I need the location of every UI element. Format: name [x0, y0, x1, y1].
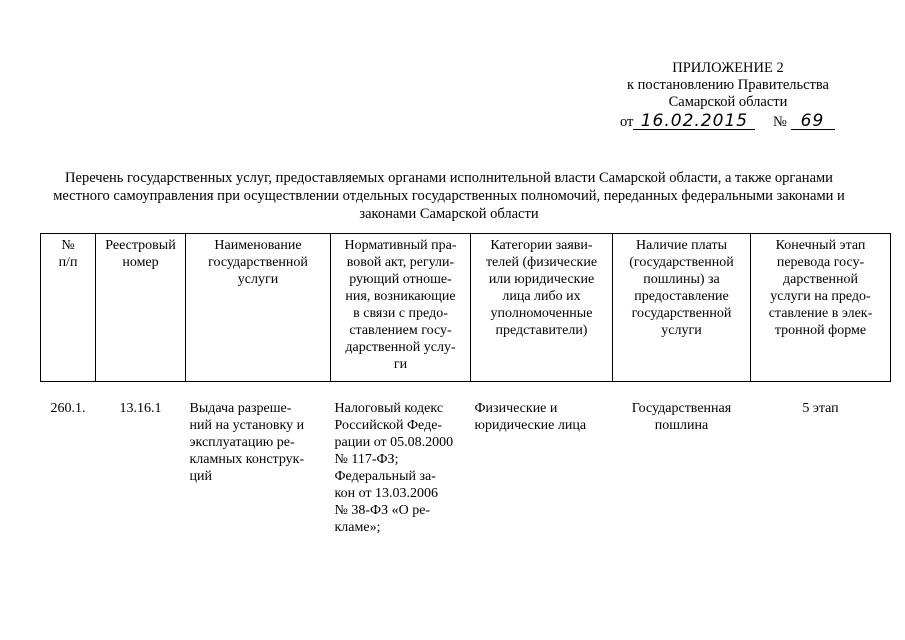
header-fee: Наличие платы (государственной пошлины) за предоставление государственной услуги — [613, 234, 751, 382]
table-row — [41, 382, 891, 537]
header-applicants: Категории заяви- телей (физические или юридические лица либо их уполномоченные представители) — [471, 234, 613, 382]
cell-registry: 13.16.1 — [119, 401, 162, 416]
number-value: 69 — [791, 114, 835, 130]
appendix-title: ПРИЛОЖЕНИЕ 2 — [672, 60, 784, 76]
document-title: Перечень государственных услуг, предоставляемых органами исполнительной власти Самарской области, а также органами местного самоуправления при осуществлении отдельных государственных полномочий, переданных федеральными законами и законами Самарской области — [53, 170, 845, 222]
cell-service: Выдача разреше- ний на установку и эксплуатацию ре- кламных конструк- ций — [189, 401, 305, 484]
header-stage: Конечный этап перевода госу- дарственной услуги на предо- ставление в элек- тронной форме — [751, 234, 891, 382]
appendix-date-number — [620, 111, 835, 131]
appendix-line2: Самарской области — [668, 94, 788, 110]
services-table — [40, 233, 891, 536]
date-value: 16.02.2015 — [633, 114, 755, 130]
header-service: Наименование государственной услуги — [186, 234, 331, 382]
cell-num: 260.1. — [50, 401, 86, 416]
date-prefix: от — [620, 114, 634, 130]
table-header-row — [41, 234, 891, 382]
number-prefix: № — [773, 114, 787, 130]
header-registry: Реестровый номер — [96, 234, 186, 382]
header-num: № п/п — [41, 234, 96, 382]
cell-applicants: Физические и юридические лица — [474, 401, 587, 433]
cell-fee: Государственная пошлина — [631, 401, 732, 433]
cell-legal-act: Налоговый кодекс Российской Феде- рации от 05.08.2000 № 117-ФЗ; Федеральный за- кон от 13.03.2006 № 38-ФЗ «О ре- кламе»; — [334, 401, 454, 535]
header-legal-act: Нормативный пра- вовой акт, регули- рующий отноше- ния, возникающие в связи с предо- ставлением госу- дарственной услу- ги — [331, 234, 471, 382]
appendix-block — [598, 60, 858, 131]
cell-stage: 5 этап — [802, 401, 839, 416]
appendix-line1: к постановлению Правительства — [627, 77, 829, 93]
